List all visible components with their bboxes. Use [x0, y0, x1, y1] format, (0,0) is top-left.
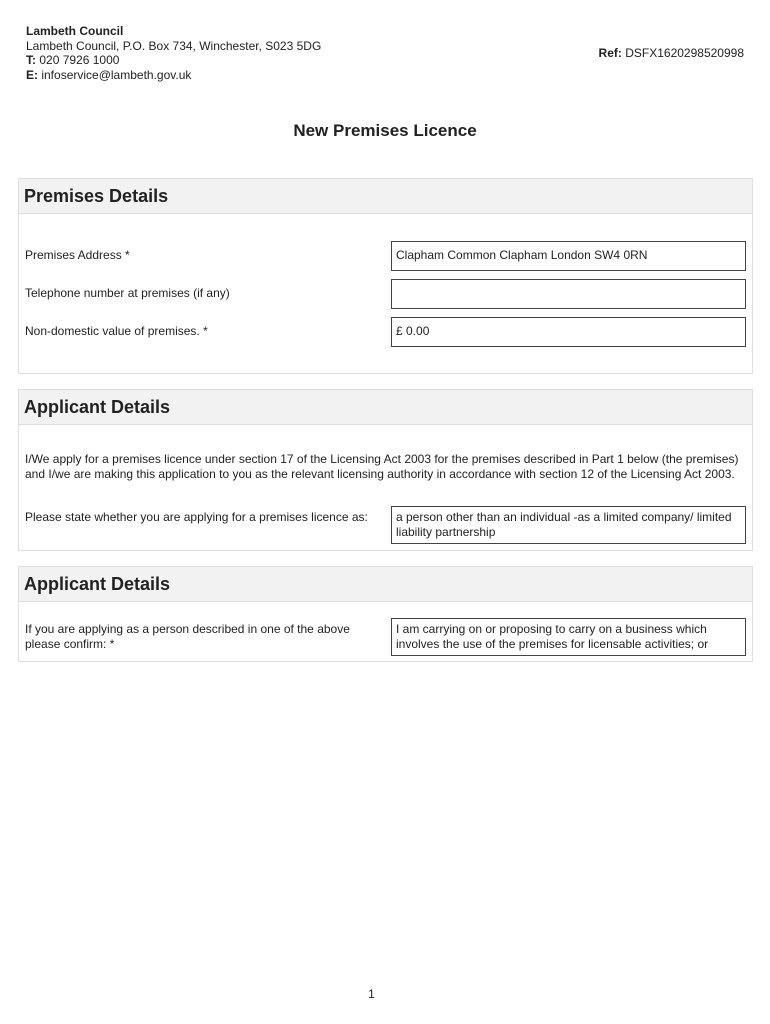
council-phone	[26, 53, 321, 68]
application-intro-text: I/We apply for a premises licence under section 17 of the Licensing Act 2003 for the premises described in Part 1 below (the premises) and I/we are making this application to you as the relevant licensing authority in accordance with section 12 of the Licensing Act 2003.	[25, 452, 739, 481]
email-label: E:	[26, 67, 38, 82]
applying-as-row	[25, 506, 746, 544]
council-contact-block	[26, 24, 321, 82]
non-domestic-value-row	[25, 317, 746, 347]
section-heading: Applicant Details	[19, 390, 752, 425]
applying-as-field[interactable]: a person other than an individual -as a limited company/ limited liability partnership	[391, 506, 746, 544]
applicant-details-section	[18, 389, 753, 551]
confirm-field[interactable]: I am carrying on or proposing to carry on a business which involves the use of the premises for licensable activities; or	[391, 618, 746, 656]
telephone-label: Telephone number at premises (if any)	[25, 286, 230, 300]
phone-value: 020 7926 1000	[39, 53, 120, 67]
council-address: Lambeth Council, P.O. Box 734, Winchester, S023 5DG	[26, 38, 322, 53]
section-heading: Premises Details	[19, 179, 752, 214]
page-number: 1	[368, 987, 375, 1001]
confirm-row	[25, 618, 746, 656]
premises-address-row	[25, 241, 746, 271]
section-heading: Applicant Details	[19, 567, 752, 602]
document-title: New Premises Licence	[293, 121, 477, 140]
ref-label: Ref:	[598, 46, 622, 60]
applicant-confirmation-section	[18, 566, 753, 662]
confirm-label: If you are applying as a person described in one of the above please confirm: *	[25, 622, 350, 651]
premises-address-label: Premises Address *	[25, 248, 130, 262]
non-domestic-value-field[interactable]: £ 0.00	[391, 317, 746, 347]
ref-value: DSFX1620298520998	[625, 46, 744, 60]
applying-as-label: Please state whether you are applying for a premises licence as:	[25, 510, 368, 524]
email-value: infoservice@lambeth.gov.uk	[41, 67, 192, 82]
phone-label: T:	[26, 53, 36, 67]
telephone-field[interactable]	[391, 279, 746, 309]
telephone-row	[25, 279, 746, 309]
non-domestic-value-label: Non-domestic value of premises. *	[25, 324, 208, 338]
council-name: Lambeth Council	[26, 24, 124, 38]
reference	[599, 46, 744, 60]
council-email	[26, 68, 321, 83]
premises-address-field[interactable]: Clapham Common Clapham London SW4 0RN	[391, 241, 746, 271]
premises-details-section	[18, 178, 753, 374]
